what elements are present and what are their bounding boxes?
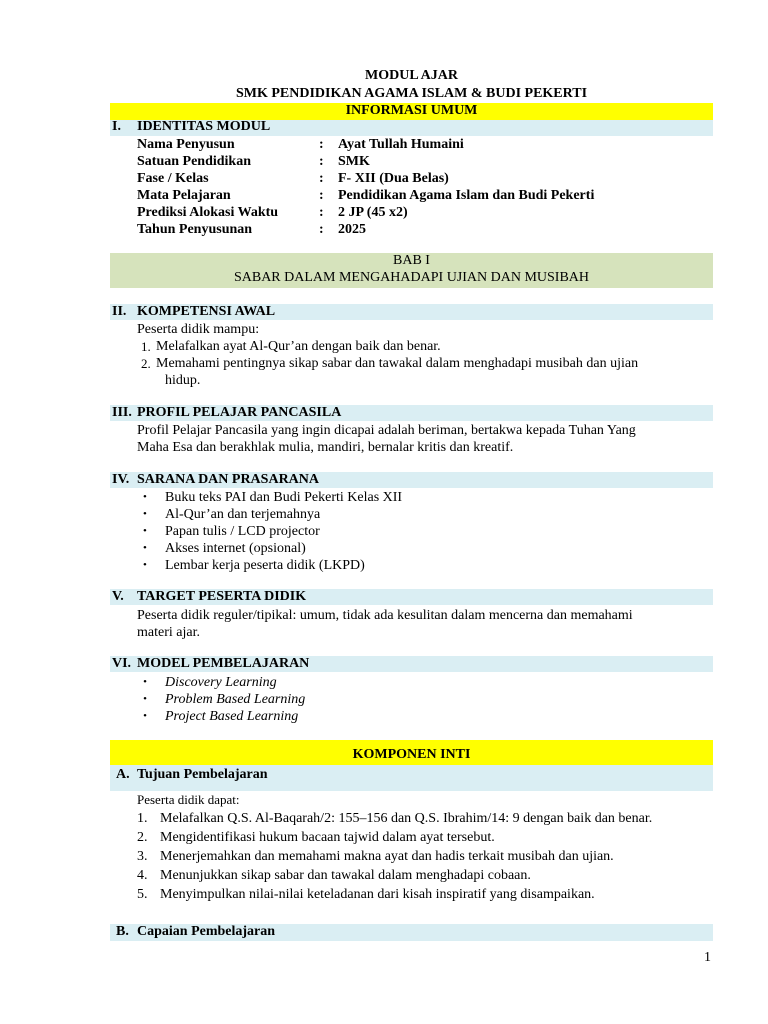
tujuan-title: Tujuan Pembelajaran	[137, 767, 268, 782]
model-title: MODEL PEMBELAJARAN	[137, 656, 310, 671]
identitas-label: Mata Pelajaran	[137, 188, 231, 203]
target-text-line: Peserta didik reguler/tipikal: umum, tidak ada kesulitan dalam mencerna dan memahami	[137, 608, 633, 623]
kompetensi-intro: Peserta didik mampu:	[137, 322, 260, 337]
list-item: Problem Based Learning	[165, 692, 306, 707]
identitas-value: 2 JP (45 x2)	[338, 205, 408, 220]
bullet-icon: •	[143, 559, 147, 571]
target-number: V.	[112, 589, 124, 604]
list-item: Buku teks PAI dan Budi Pekerti Kelas XII	[165, 490, 403, 505]
list-number: 3.	[137, 849, 148, 864]
capaian-number: B.	[116, 924, 129, 939]
list-item: Menunjukkan sikap sabar dan tawakal dalam menghadapi cobaan.	[160, 868, 531, 883]
list-item: Papan tulis / LCD projector	[165, 524, 320, 539]
list-item: Menerjemahkan dan memahami makna ayat dan hadis terkait musibah dan ujian.	[160, 849, 614, 864]
tujuan-number: A.	[116, 767, 130, 782]
identitas-colon: :	[319, 205, 324, 220]
sarana-number: IV.	[112, 472, 130, 487]
tujuan-intro: Peserta didik dapat:	[137, 792, 240, 807]
identitas-label: Fase / Kelas	[137, 171, 209, 186]
page-number: 1	[704, 950, 711, 965]
target-title: TARGET PESERTA DIDIK	[137, 589, 307, 604]
identitas-value: Pendidikan Agama Islam dan Budi Pekerti	[338, 188, 595, 203]
list-number: 1.	[137, 811, 148, 826]
list-item: Discovery Learning	[165, 675, 277, 690]
identitas-colon: :	[319, 137, 324, 152]
identitas-value: 2025	[338, 222, 366, 237]
list-number: 4.	[137, 868, 148, 883]
identitas-label: Nama Penyusun	[137, 137, 235, 152]
identitas-label: Satuan Pendidikan	[137, 154, 251, 169]
identitas-value: SMK	[338, 154, 370, 169]
list-number: 2.	[141, 356, 151, 371]
school-subject-title: SMK PENDIDIKAN AGAMA ISLAM & BUDI PEKERTI	[235, 86, 588, 101]
identitas-number: I.	[112, 119, 121, 134]
list-item: Melafalkan ayat Al-Qur’an dengan baik dan benar.	[156, 339, 441, 354]
bullet-icon: •	[143, 542, 147, 554]
komponen-inti-heading: KOMPONEN INTI	[352, 747, 471, 762]
bullet-icon: •	[143, 508, 147, 520]
kompetensi-number: II.	[112, 304, 127, 319]
identitas-value: Ayat Tullah Humaini	[338, 137, 464, 152]
list-item: Menyimpulkan nilai-nilai keteladanan dari kisah inspiratif yang disampaikan.	[160, 887, 595, 902]
identitas-colon: :	[319, 154, 324, 169]
list-number: 2.	[137, 830, 148, 845]
bullet-icon: •	[143, 525, 147, 537]
profil-text-line: Maha Esa dan berakhlak mulia, mandiri, bernalar kritis dan kreatif.	[137, 440, 514, 455]
informasi-umum-heading: INFORMASI UMUM	[345, 103, 478, 118]
identitas-title: IDENTITAS MODUL	[137, 119, 271, 134]
list-item: Project Based Learning	[165, 709, 299, 724]
bullet-icon: •	[143, 676, 147, 688]
profil-text-line: Profil Pelajar Pancasila yang ingin dicapai adalah beriman, bertakwa kepada Tuhan Yang	[137, 423, 636, 438]
sarana-title: SARANA DAN PRASARANA	[137, 472, 320, 487]
profil-number: III.	[112, 405, 132, 420]
model-number: VI.	[112, 656, 132, 671]
list-item: Lembar kerja peserta didik (LKPD)	[165, 558, 365, 573]
bullet-icon: •	[143, 710, 147, 722]
bab-title: SABAR DALAM MENGAHADAPI UJIAN DAN MUSIBAH	[233, 270, 590, 285]
identitas-colon: :	[319, 222, 324, 237]
list-item: Memahami pentingnya sikap sabar dan tawakal dalam menghadapi musibah dan ujian	[156, 356, 639, 371]
kompetensi-title: KOMPETENSI AWAL	[137, 304, 276, 319]
identitas-colon: :	[319, 171, 324, 186]
bullet-icon: •	[143, 491, 147, 503]
list-item: Akses internet (opsional)	[165, 541, 306, 556]
capaian-title: Capaian Pembelajaran	[137, 924, 276, 939]
bab-number: BAB I	[393, 253, 430, 268]
list-item-continuation: hidup.	[165, 373, 201, 388]
identitas-label: Tahun Penyusunan	[137, 222, 253, 237]
module-title: MODUL AJAR	[365, 68, 458, 83]
list-item: Melafalkan Q.S. Al-Baqarah/2: 155–156 dan Q.S. Ibrahim/14: 9 dengan baik dan benar.	[160, 811, 653, 826]
bullet-icon: •	[143, 693, 147, 705]
list-number: 5.	[137, 887, 148, 902]
identitas-label: Prediksi Alokasi Waktu	[137, 205, 279, 220]
list-number: 1.	[141, 339, 151, 354]
list-item: Al-Qur’an dan terjemahnya	[165, 507, 321, 522]
list-item: Mengidentifikasi hukum bacaan tajwid dalam ayat tersebut.	[160, 830, 495, 845]
target-text-line: materi ajar.	[137, 625, 200, 640]
identitas-value: F- XII (Dua Belas)	[338, 171, 449, 186]
profil-title: PROFIL PELAJAR PANCASILA	[137, 405, 342, 420]
identitas-colon: :	[319, 188, 324, 203]
